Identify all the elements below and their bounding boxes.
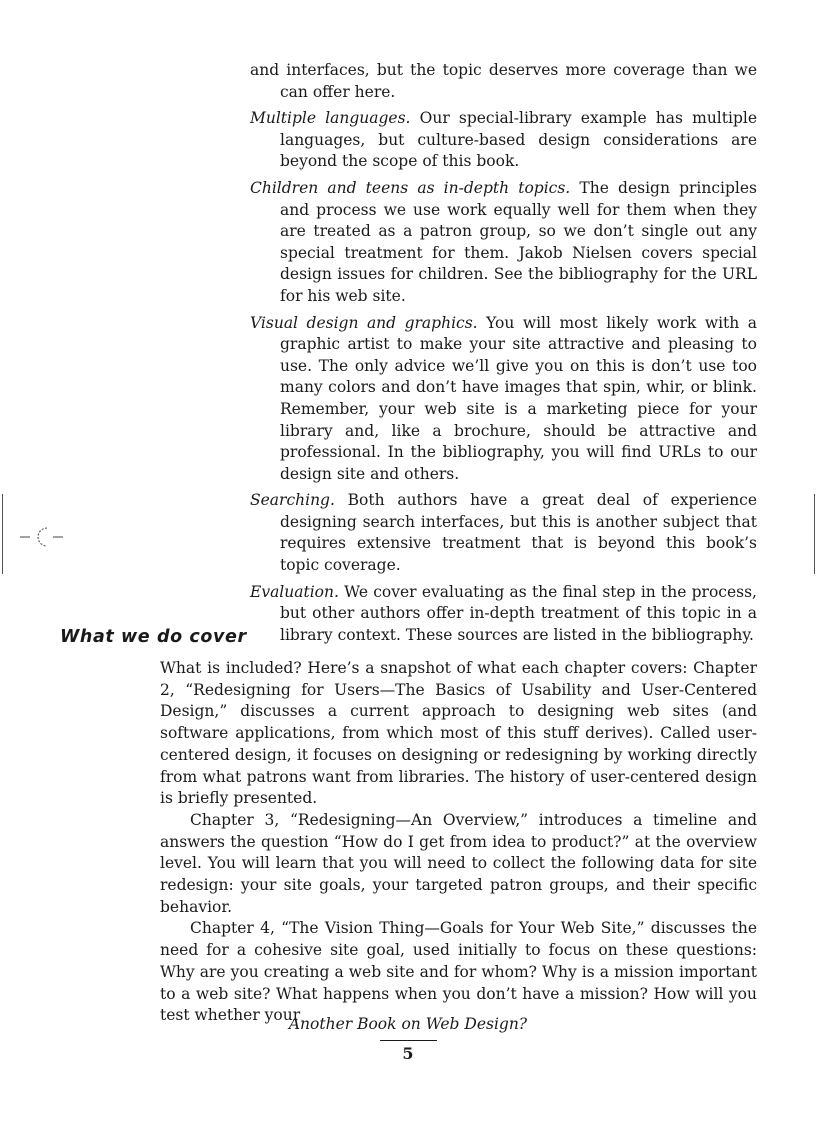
definition-text: You will most likely work with a graphic artist to make your site attractive and pleasing to use. The only advice we’ll give you on this is don’t use too many colors and don’t have images that spin, whir, or blink. Remember, your web site is a marketing piece for your library and, like a brochure, should be attractive and professional. In the bibliography, you will find URLs to our design site and others. [280, 313, 758, 483]
body-paragraph: Chapter 4, “The Vision Thing—Goals for Your Web Site,” discusses the need for a cohesive site goal, used initially to focus on these questions: Why are you creating a web site and for whom? Why is a mission important to a web site? What happens when you don’t have a mission? How will you test whether your [160, 919, 757, 1025]
footer-rule [380, 1040, 437, 1041]
running-footer-title: Another Book on Web Design? [288, 1015, 528, 1033]
definition-item [250, 60, 757, 103]
definition-term: Multiple languages. [250, 109, 411, 128]
section-body [160, 658, 757, 1027]
definition-text: Our special-library example has multiple languages, but culture-based design considerations are beyond the scope of this book. [280, 109, 757, 171]
definition-term: Children and teens as in-depth topics. [250, 178, 571, 197]
definition-item [250, 490, 757, 576]
section-heading: What we do cover [60, 627, 247, 647]
definition-text: The design principles and process we use work equally well for them when they are treated as a patron group, so we don’t single out any special treatment for them. Jakob Nielsen covers special design issues for children. See the bibliography for the URL for his web site. [280, 178, 757, 305]
page-number: 5 [402, 1044, 414, 1063]
right-crop-mark [814, 494, 815, 574]
body-paragraph: What is included? Here’s a snapshot of what each chapter covers: Chapter 2, “Redesigning for Users—The Basics of Usability and User-Centered Design,” discusses a current approach to designing web sites (and software applications, from which most of this stuff derives). Called user-centered design, it focuses on designing or redesigning by working directly from what patrons want from libraries. The history of user-centered design is briefly presented. [160, 659, 757, 808]
definition-text: We cover evaluating as the final step in the process, but other authors offer in-depth treatment of this topic in a library context. These sources are listed in the bibliography. [280, 582, 757, 644]
definition-term: Evaluation. [250, 582, 339, 601]
definition-list [250, 60, 757, 651]
definition-item [250, 582, 757, 647]
body-paragraph: Chapter 3, “Redesigning—An Overview,” introduces a timeline and answers the question “How do I get from idea to product?” at the overview level. You will learn that you will need to collect the following data for site redesign: your site goals, your targeted patron groups, and their specific behavior. [160, 810, 757, 916]
definition-term: Visual design and graphics. [250, 313, 478, 332]
definition-term: Searching. [250, 491, 335, 510]
definition-item [250, 313, 757, 486]
registration-mark-icon [20, 524, 66, 550]
definition-text: Both authors have a great deal of experience designing search interfaces, but this is another subject that requires extensive treatment that is beyond this book’s topic coverage. [280, 491, 757, 575]
definition-text: and interfaces, but the topic deserves more coverage than we can offer here. [250, 61, 757, 101]
left-crop-mark [2, 494, 3, 574]
definition-item [250, 108, 757, 173]
definition-item [250, 178, 757, 308]
